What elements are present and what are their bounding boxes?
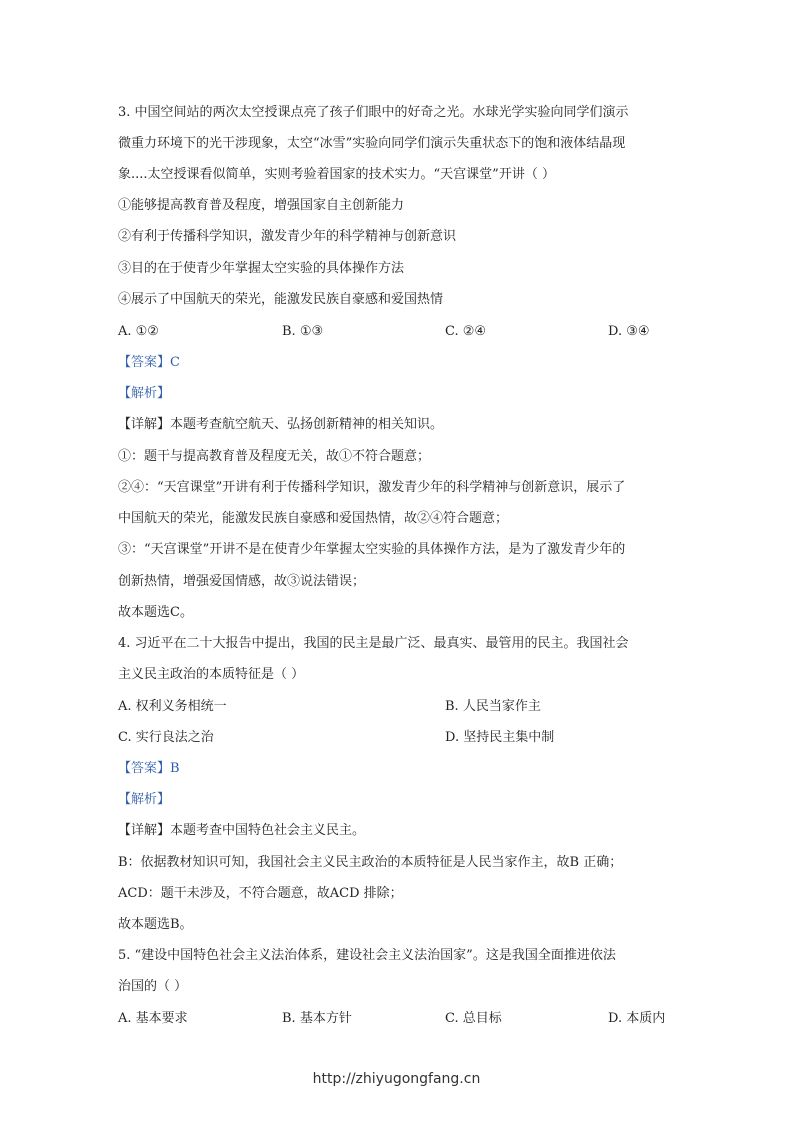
q3-option-a: A. ①②: [118, 324, 159, 339]
q5-option-c: C. 总目标: [445, 1011, 502, 1026]
q4-stem-line-2: 主义民主政治的本质特征是（ ）: [118, 667, 305, 682]
q5-stem-line-2: 治国的（ ）: [118, 979, 188, 994]
q3-stem-line-2: 微重力环境下的光干涉现象，太空“冰雪”实验向同学们演示失重状态下的饱和液体结晶现: [118, 136, 626, 151]
q3-detail-line-1: 【详解】本题考查航空航天、弘扬创新精神的相关知识。: [118, 417, 444, 432]
q3-statement-3: ③目的在于使青少年掌握太空实验的具体操作方法: [118, 261, 405, 276]
q3-detail-line-5: ③：“天宫课堂”开讲不是在使青少年掌握太空实验的具体操作方法，是为了激发青少年的: [118, 542, 626, 557]
q4-analysis-heading: 【解析】: [118, 792, 171, 807]
q3-answer: 【答案】C: [118, 355, 180, 370]
q4-option-d: D. 坚持民主集中制: [445, 730, 555, 745]
q5-option-b: B. 基本方针: [282, 1011, 352, 1026]
q4-detail-line-4: 故本题选B。: [118, 917, 193, 932]
q4-option-b: B. 人民当家作主: [445, 699, 541, 714]
q4-option-c: C. 实行良法之治: [118, 730, 214, 745]
q5-option-d: D. 本质内: [608, 1011, 666, 1026]
q4-detail-line-3: ACD：题干未涉及，不符合题意，故ACD 排除；: [118, 886, 403, 901]
q3-statement-4: ④展示了中国航天的荣光，能激发民族自豪感和爱国热情: [118, 292, 444, 307]
q3-statement-1: ①能够提高教育普及程度，增强国家自主创新能力: [118, 198, 405, 213]
q3-statement-2: ②有利于传播科学知识，激发青少年的科学精神与创新意识: [118, 229, 457, 244]
q4-stem-line-1: 4. 习近平在二十大报告中提出，我国的民主是最广泛、最真实、最管用的民主。我国社会: [118, 636, 629, 651]
footer-url: http://zhiyugongfang.cn: [312, 1071, 481, 1087]
q5-option-a: A. 基本要求: [118, 1011, 188, 1026]
q4-detail-line-2: B：依据教材知识可知，我国社会主义民主政治的本质特征是人民当家作主，故B 正确；: [118, 855, 623, 870]
q4-detail-line-1: 【详解】本题考查中国特色社会主义民主。: [118, 823, 366, 838]
q3-option-c: C. ②④: [445, 324, 487, 339]
q3-stem-line-3: 象....太空授课看似简单，实则考验着国家的技术实力。“天宫课堂”开讲（ ）: [118, 167, 555, 182]
q3-detail-line-7: 故本题选C。: [118, 605, 193, 620]
q3-detail-line-6: 创新热情，增强爱国情感，故③说法错误；: [118, 574, 366, 589]
q3-detail-line-2: ①：题干与提高教育普及程度无关，故①不符合题意；: [118, 449, 431, 464]
q4-option-a: A. 权利义务相统一: [118, 699, 227, 714]
q3-option-d: D. ③④: [608, 324, 650, 339]
q3-analysis-heading: 【解析】: [118, 386, 171, 401]
q3-detail-line-4: 中国航天的荣光，能激发民族自豪感和爱国热情，故②④符合题意；: [118, 511, 509, 526]
q5-stem-line-1: 5. “建设中国特色社会主义法治体系，建设社会主义法治国家”。这是我国全面推进依法: [118, 948, 616, 963]
q3-option-b: B. ①③: [282, 324, 324, 339]
q3-detail-line-3: ②④：“天宫课堂”开讲有利于传播科学知识，激发青少年的科学精神与创新意识，展示了: [118, 480, 626, 495]
q3-stem-line-1: 3. 中国空间站的两次太空授课点亮了孩子们眼中的好奇之光。水球光学实验向同学们演示: [118, 105, 629, 120]
q4-answer: 【答案】B: [118, 761, 180, 776]
